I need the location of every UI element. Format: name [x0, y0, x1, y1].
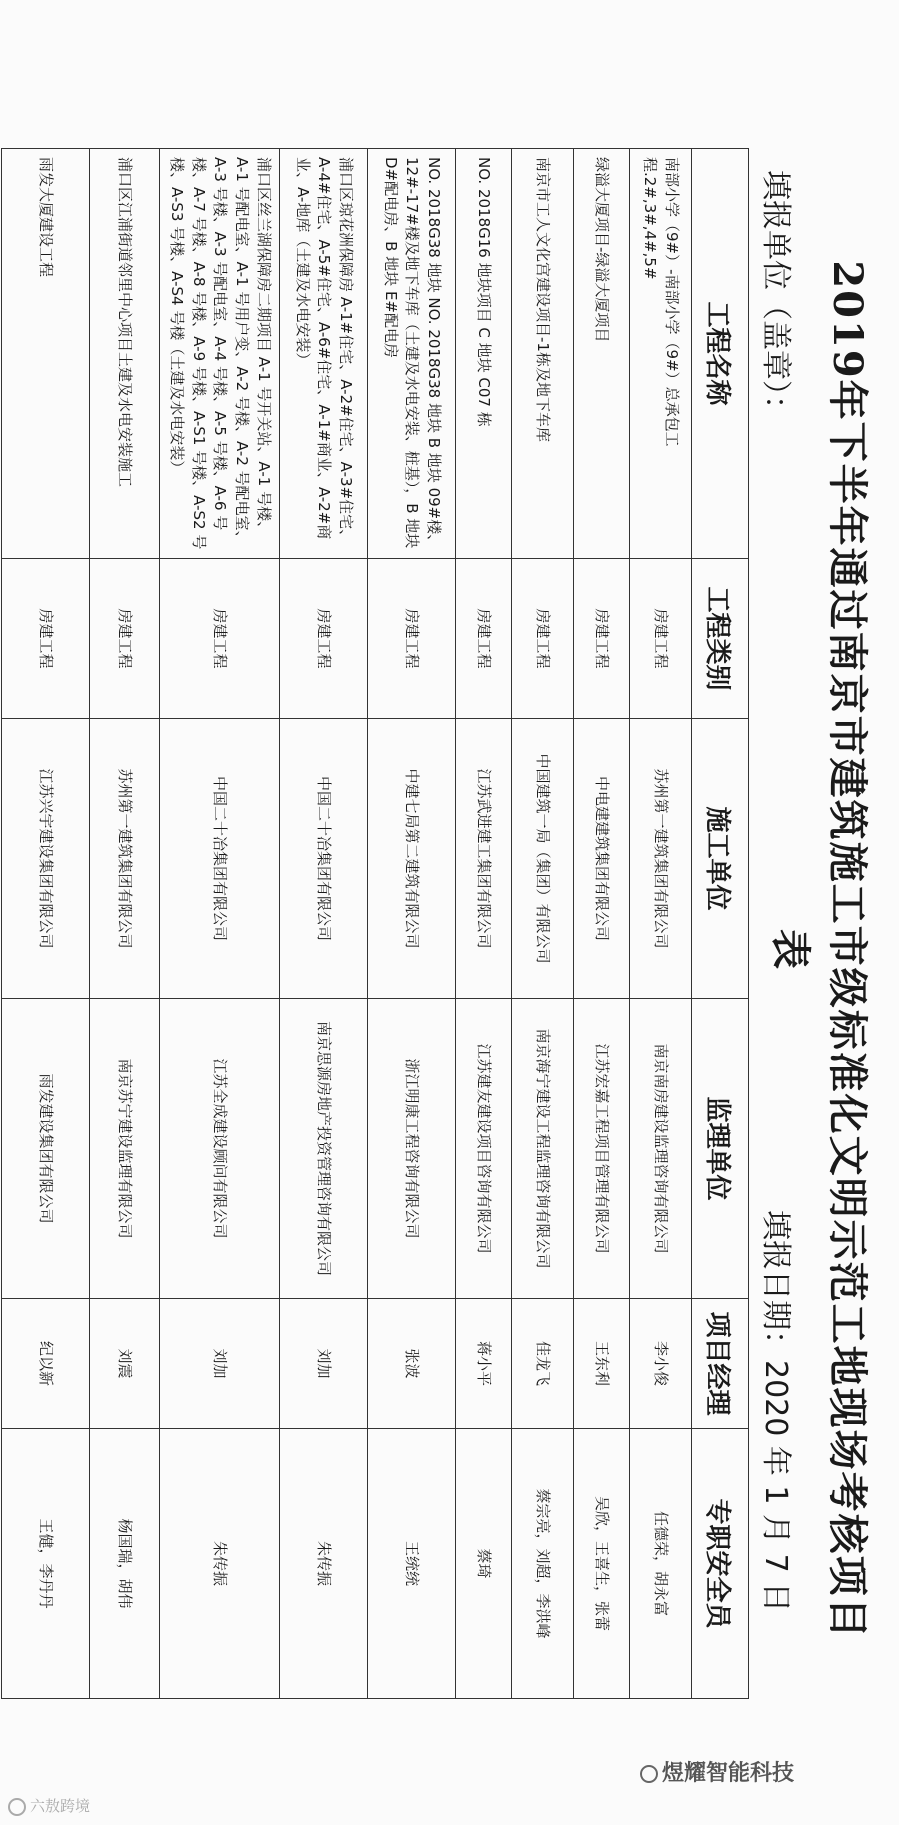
- table-row: [512, 149, 574, 1699]
- table-row: [90, 149, 160, 1699]
- cell-safety-officer: 吴欣，王喜生，张蕾: [574, 1429, 630, 1699]
- cell-construction-unit: 苏州第一建筑集团有限公司: [90, 719, 160, 999]
- cell-construction-unit: 中建七局第二建筑有限公司: [368, 719, 456, 999]
- cell-supervision-unit: 南京思源房地产投资管理咨询有限公司: [280, 999, 368, 1299]
- cell-project-name: 浦口区丝兰湖保障房二期项目 A-1 号开关站、A-1 号楼、A-1 号配电室、A-1 号用户变、A-2 号楼、A-2 号配电室、A-3 号楼、A-3 号配电室、A-4 号楼、A-5 号楼、A-6 号楼、A-7 号楼、A-8 号楼、A-9 号楼、A-S1 号楼、A-S2 号楼、A-S3 号楼、A-S4 号楼（土建及水电安装）: [160, 149, 280, 559]
- cell-supervision-unit: 南京苏宁建设监理有限公司: [90, 999, 160, 1299]
- cell-project-name: 浦口区琼花洲保障房 A-1#住宅、A-2#住宅、A-3#住宅、A-4#住宅、A-5#住宅、A-6#住宅、A-1#商业、A-2#商业、A-地库（土建及水电安装）: [280, 149, 368, 559]
- cell-construction-unit: 中国二十冶集团有限公司: [160, 719, 280, 999]
- filler-date-label: 填报日期：2020 年 1 月 7 日: [758, 1210, 793, 1613]
- cell-safety-officer: 朱传振: [160, 1429, 280, 1699]
- cell-supervision-unit: 南京海宁建设工程监理咨询有限公司: [512, 999, 574, 1299]
- cell-supervision-unit: 南京南房建设监理咨询有限公司: [630, 999, 692, 1299]
- header-supervision-unit: 监理单位: [692, 999, 749, 1299]
- table-row: [630, 149, 692, 1699]
- wechat-icon: [640, 1765, 658, 1783]
- cell-category: 房建工程: [512, 559, 574, 719]
- cell-project-name: NO. 2018G16 地块项目 C 地块 C07 栋: [456, 149, 512, 559]
- cell-construction-unit: 中国二十冶集团有限公司: [280, 719, 368, 999]
- cell-project-name: 南京市工人文化宫建设项目-1栋及地下车库: [512, 149, 574, 559]
- cell-safety-officer: 王统统: [368, 1429, 456, 1699]
- cell-safety-officer: 朱传振: [280, 1429, 368, 1699]
- cell-project-name: NO. 2018G38 地块 NO. 2018G38 地块 B 地块 09#楼、12#-17#楼及地下车库（土建及水电安装、桩基），B 地块 D#配电房、B 地块 E#配电房: [368, 149, 456, 559]
- cell-supervision-unit: 雨发建设集团有限公司: [2, 999, 90, 1299]
- cell-construction-unit: 中国建筑一局（集团）有限公司: [512, 719, 574, 999]
- cell-category: 房建工程: [2, 559, 90, 719]
- cell-category: 房建工程: [160, 559, 280, 719]
- header-construction-unit: 施工单位: [692, 719, 749, 999]
- cell-manager: 蒋小平: [456, 1299, 512, 1429]
- cell-manager: 刘加: [280, 1299, 368, 1429]
- cell-manager: 刘震: [90, 1299, 160, 1429]
- cell-safety-officer: 杨国瑞，胡伟: [90, 1429, 160, 1699]
- cell-manager: 佳龙飞: [512, 1299, 574, 1429]
- cell-manager: 张波: [368, 1299, 456, 1429]
- cell-project-name: 雨发大厦建设工程: [2, 149, 90, 559]
- filler-unit-label: 填报单位（盖章）：: [758, 170, 793, 425]
- cell-supervision-unit: 江苏全成建设顾问有限公司: [160, 999, 280, 1299]
- header-project-name: 工程名称: [692, 149, 749, 559]
- table-row: [574, 149, 630, 1699]
- cell-construction-unit: 苏州第一建筑集团有限公司: [630, 719, 692, 999]
- watermark-logo-icon: [8, 1798, 26, 1816]
- table-row: [160, 149, 280, 1699]
- table-row: [2, 149, 90, 1699]
- cell-construction-unit: 江苏兴宇建设集团有限公司: [2, 719, 90, 999]
- cell-safety-officer: 任德荣，胡永富: [630, 1429, 692, 1699]
- cell-supervision-unit: 江苏宏嘉工程项目管理有限公司: [574, 999, 630, 1299]
- cell-project-name: 绿溢大厦项目-绿溢大厦项目: [574, 149, 630, 559]
- cell-construction-unit: 江苏武进建工集团有限公司: [456, 719, 512, 999]
- cell-manager: 王东利: [574, 1299, 630, 1429]
- header-project-manager: 项目经理: [692, 1299, 749, 1429]
- cell-supervision-unit: 江苏建友建设项目咨询有限公司: [456, 999, 512, 1299]
- cell-manager: 李小俊: [630, 1299, 692, 1429]
- watermark-right: [640, 1756, 794, 1787]
- cell-safety-officer: 王健，李丹丹: [2, 1429, 90, 1699]
- document-title: 2019年下半年通过南京市建筑施工市级标准化文明示范工地现场考核项目表: [767, 260, 871, 1640]
- header-project-category: 工程类别: [692, 559, 749, 719]
- cell-manager: 刘加: [160, 1299, 280, 1429]
- table-row: [456, 149, 512, 1699]
- cell-safety-officer: 蔡宗亮，刘超，李洪峰: [512, 1429, 574, 1699]
- cell-category: 房建工程: [90, 559, 160, 719]
- watermark-left: [8, 1795, 90, 1816]
- watermark-left-text: 六敖跨境: [30, 1797, 91, 1815]
- cell-manager: 纪以新: [2, 1299, 90, 1429]
- cell-category: 房建工程: [368, 559, 456, 719]
- cell-project-name: 浦口区江浦街道邻里中心项目土建及水电安装施工: [90, 149, 160, 559]
- table-row: [280, 149, 368, 1699]
- cell-safety-officer: 蔡琦: [456, 1429, 512, 1699]
- cell-category: 房建工程: [574, 559, 630, 719]
- cell-project-name: 南部小学（9#）-南部小学（9#）总承包工程.2#,3#,4#,5#: [630, 149, 692, 559]
- cell-construction-unit: 中电建建筑集团有限公司: [574, 719, 630, 999]
- header-safety-officer: 专职安全员: [692, 1429, 749, 1699]
- project-table: [1, 148, 749, 1699]
- cell-category: 房建工程: [630, 559, 692, 719]
- watermark-right-text: 煜耀智能科技: [662, 1761, 795, 1786]
- cell-supervision-unit: 浙江明康工程咨询有限公司: [368, 999, 456, 1299]
- table-row: [368, 149, 456, 1699]
- table-header-row: [692, 149, 749, 1699]
- cell-category: 房建工程: [456, 559, 512, 719]
- cell-category: 房建工程: [280, 559, 368, 719]
